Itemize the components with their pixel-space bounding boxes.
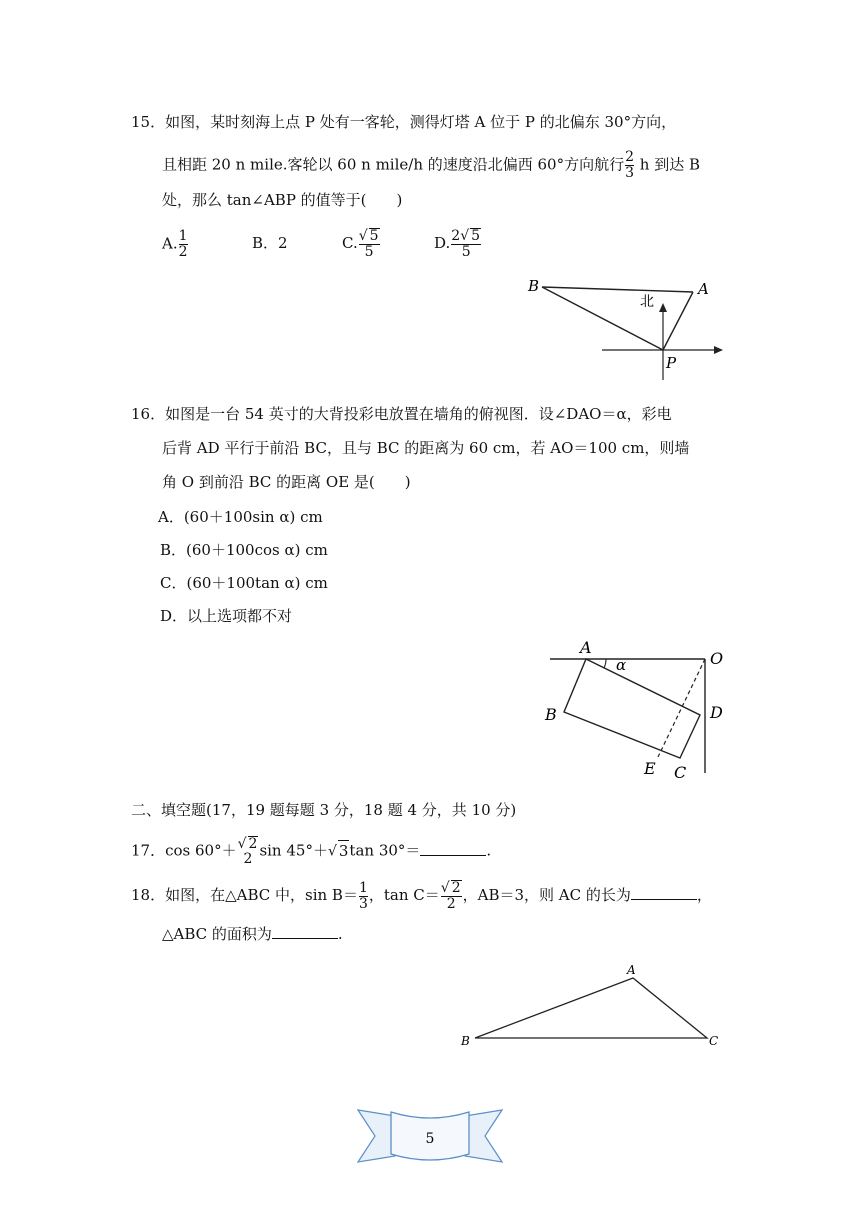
q15-option-c-num: 5 [369,228,379,244]
q15-text-line2b: h 到达 B [635,155,701,174]
q18-line2 [162,924,343,944]
q15-options [162,228,482,260]
q16-text-line3: 角 O 到前沿 BC 的距离 OE 是( ) [162,473,411,491]
q15-frac-num: 2 [625,149,635,165]
q16-fig-angle-arc [604,659,606,668]
q17-frac-den: 2 [243,851,253,867]
q17-number: 17． [131,841,166,860]
q18-number: 18． [131,886,166,904]
q16-fig-label-d: D [710,703,723,722]
q18-line1 [131,880,712,912]
q18-text-l2: △ABC 的面积为 [162,925,272,943]
q18-f2-den: 2 [441,896,462,912]
q15-fig-line-ba [542,287,693,292]
q17-fraction: √ 2 2 [237,836,258,867]
q15-fig-label-north: 北 [640,294,654,310]
ribbon-left-tail [358,1110,395,1162]
q15-fig-east-arrow [714,346,723,354]
q17-sqrt3: 3 [338,841,349,860]
q18-text-a: 如图，在△ABC 中，sin B＝ [165,886,358,904]
q18-fraction-2: $\frac{√ 2}{2}$ [440,880,461,912]
q15-option-d-coef: 2 [451,228,461,244]
q17-end: . [486,841,492,860]
q16-fig-label-b: B [545,705,557,724]
q18-figure [455,958,735,1058]
q15-fig-label-b: B [528,277,540,295]
q18-f2-num: 2 [451,880,461,896]
q15-option-a-label: A. [162,234,178,252]
q15-option-c[interactable]: C. $\frac{√ 5}{5}$ [342,228,379,260]
q15-figure [520,270,735,385]
q15-option-a[interactable] [162,229,252,260]
q16-fig-label-e: E [644,759,656,778]
q15-option-c-label: C. [342,234,358,252]
q17-frac-num: 2 [248,836,258,852]
q17-text-a: cos 60°＋ [165,841,237,860]
q17-answer-blank[interactable] [420,841,486,856]
q16-line3 [162,472,411,492]
q15-text-line1: 如图，某时刻海上点 P 处有一客轮，测得灯塔 A 位于 P 的北偏东 30°方向， [165,113,677,131]
q18-f1-den: 3 [358,895,368,912]
q15-option-a-den: 2 [178,243,188,260]
q16-fig-label-o: O [710,649,724,668]
q16-line1 [131,404,672,424]
q16-option-b[interactable]: B．(60＋100cos α) cm [160,541,328,559]
q16-line2 [162,438,689,458]
q15-frac-den: 3 [625,165,635,181]
q17-line: 17．cos 60°＋ √ 2 2 sin 45°＋√ 3tan 30°＝ . [131,836,492,867]
q18-text-c: ，AB＝3，则 AC 的长为 [462,886,631,904]
q16-figure [540,640,745,790]
q15-line3 [162,190,402,210]
q18-text-d: ， [696,886,712,904]
q18-fig-triangle [475,978,707,1038]
q17-text-b: sin 45°＋ [259,841,328,860]
q18-text-b: ，tan C＝ [368,886,440,904]
q16-fig-dashed-oe [658,659,705,757]
q16-option-d[interactable]: D．以上选项都不对 [160,607,293,625]
q16-fig-tv-rect [564,659,700,758]
q15-text-line3: 处，那么 tan∠ABP 的值等于( ) [162,191,403,209]
q15-option-d-num: 5 [471,228,481,244]
q15-option-d[interactable]: D. $\frac{2√ 5}{5}$ [434,228,481,260]
q18-fraction-1 [359,881,368,912]
q18-fig-label-c: C [709,1034,719,1048]
q18-answer-blank-ac[interactable] [631,885,697,900]
q18-answer-blank-area[interactable] [272,924,338,939]
ribbon-right-tail [465,1110,502,1162]
q16-option-a[interactable]: A．(60＋100sin α) cm [158,508,323,526]
q16-number: 16． [131,405,166,423]
q18-fig-label-b: B [461,1034,470,1048]
q15-option-d-label: D. [434,234,451,252]
q15-fig-north-arrow [659,303,667,312]
q16-fig-label-alpha: α [616,656,627,674]
q15-fig-label-a: A [698,280,709,298]
q15-option-c-den: 5 [359,244,380,260]
q16-text-line1: 如图是一台 54 英寸的大背投彩电放置在墙角的俯视图．设∠DAO＝α，彩电 [165,405,672,423]
q18-end: . [337,925,343,943]
q15-line2 [162,150,700,181]
q15-number: 15． [131,113,166,131]
q18-fig-label-a: A [627,963,636,977]
q15-line1 [131,112,676,132]
q16-option-c[interactable]: C．(60＋100tan α) cm [160,574,328,592]
section-fill-in-blank: 二、填空题(17，19 题每题 3 分，18 题 4 分，共 10 分) [131,801,517,819]
q15-fig-line-ap [663,292,693,350]
page-number: 5 [425,1131,435,1147]
page-number-ribbon [355,1100,505,1170]
q16-text-line2: 后背 AD 平行于前沿 BC，且与 BC 的距离为 60 cm，若 AO＝100 cm，则墙 [162,439,690,457]
q15-text-line2a: 且相距 20 n mile.客轮以 60 n mile/h 的速度沿北偏西 60°方向航行 [162,155,625,174]
q15-fraction [625,150,634,181]
q15-option-b[interactable]: B．2 [252,234,288,252]
q15-option-d-den: 5 [451,244,481,260]
q16-fig-label-a: A [580,640,592,657]
q17-text-c: tan 30°＝ [349,841,421,860]
q15-fig-label-p: P [666,354,677,372]
q16-fig-label-c: C [674,763,687,782]
q15-option-a-num: 1 [178,227,188,244]
q18-f1-num: 1 [358,879,368,896]
